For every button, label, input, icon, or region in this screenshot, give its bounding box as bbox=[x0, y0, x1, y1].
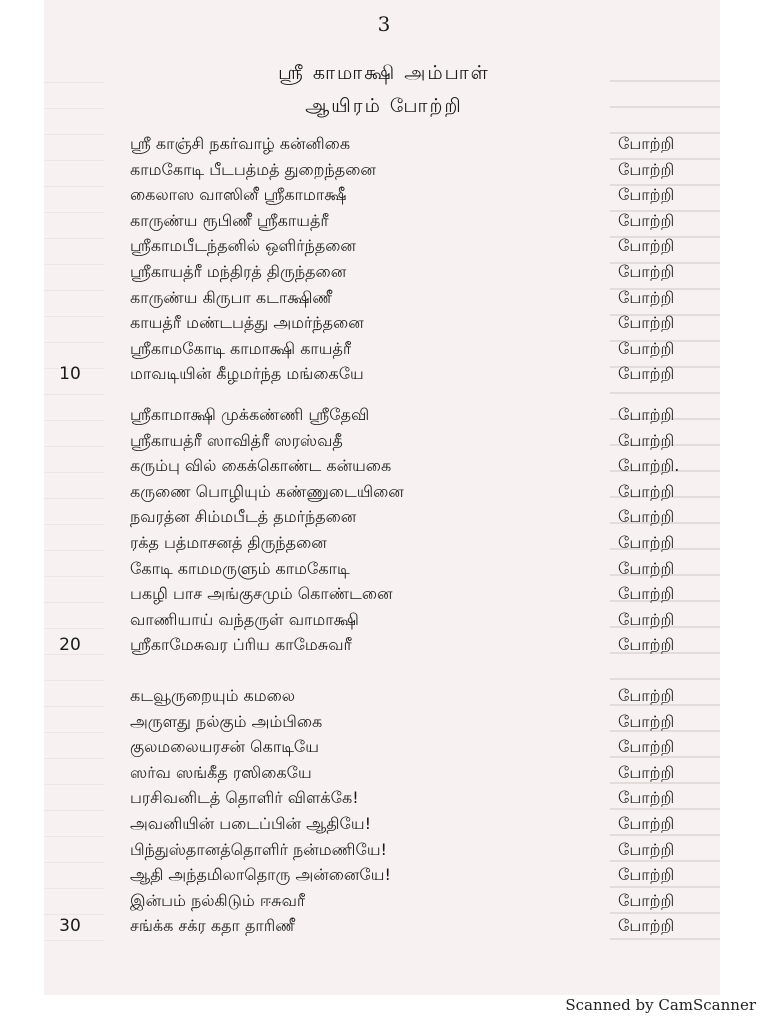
verse-refrain: போற்றி bbox=[618, 236, 675, 256]
line-number: 10 bbox=[59, 364, 81, 385]
verse-refrain: போற்றி bbox=[618, 890, 675, 910]
verse-line bbox=[0, 403, 768, 429]
verse-text: கருணை பொழியும் கண்ணுடையினை bbox=[130, 481, 404, 501]
verse-text: ஸ்ரீகாமபீடந்தனில் ஒளிர்ந்தனை bbox=[130, 236, 356, 256]
verse-text: வாணியாய் வந்தருள் வாமாக்ஷி bbox=[130, 609, 359, 629]
verse-refrain: போற்றி bbox=[618, 916, 675, 936]
verse-line bbox=[0, 786, 768, 812]
verse-line bbox=[0, 234, 768, 260]
verse-refrain: போற்றி bbox=[618, 814, 675, 833]
verse-text: அவனியின் படைப்பின் ஆதியே! bbox=[130, 814, 371, 833]
verse-text: அருளது நல்கும் அம்பிகை bbox=[130, 711, 323, 731]
verse-refrain: போற்றி bbox=[618, 584, 675, 604]
verse-text: காருண்ய ரூபிணீ ஸ்ரீகாயத்ரீ bbox=[130, 210, 329, 230]
verse-line bbox=[0, 158, 768, 184]
verse-text: காமகோடி பீடபத்மத் துறைந்தனை bbox=[130, 159, 376, 179]
verse-line bbox=[0, 505, 768, 531]
verse-refrain: போற்றி bbox=[618, 481, 675, 501]
verse-text: ஆதி அந்தமிலாதொரு அன்னையே! bbox=[130, 865, 391, 885]
verse-text: கடவூருறையும் கமலை bbox=[130, 686, 296, 705]
verse-text: ஸ்ரீகாமகோடி காமாக்ஷி காயத்ரீ bbox=[130, 338, 352, 358]
line-number: 30 bbox=[59, 916, 81, 937]
verse-refrain: போற்றி bbox=[618, 185, 675, 205]
verse-line bbox=[0, 889, 768, 915]
verse-text: ஸ்ரீ காஞ்சி நகர்வாழ் கன்னிகை bbox=[130, 134, 351, 153]
verse-text: ஸ்ரீகாமேசுவர ப்ரிய காமேசுவரீ bbox=[130, 635, 352, 655]
verse-refrain: போற்றி. bbox=[618, 456, 680, 476]
verse-line bbox=[0, 761, 768, 787]
verse-refrain: போற்றி bbox=[618, 686, 675, 705]
verse-text: காருண்ய கிருபா கடாக்ஷிணீ bbox=[130, 287, 332, 307]
verse-refrain: போற்றி bbox=[618, 635, 675, 655]
verse-text: ஸ்ரீகாயத்ரீ ஸாவித்ரீ ஸரஸ்வதீ bbox=[130, 430, 343, 450]
verse-line bbox=[0, 209, 768, 235]
verse-text: நவரத்ன சிம்மபீடத் தமர்ந்தனை bbox=[130, 507, 357, 527]
verse-text: பிந்துஸ்தானத்தொளிர் நன்மணியே! bbox=[130, 839, 387, 859]
verse-line bbox=[0, 582, 768, 608]
verse-refrain: போற்றி bbox=[618, 210, 675, 230]
verse-line bbox=[0, 132, 768, 158]
verse-line bbox=[0, 608, 768, 634]
page-title: ஸ்ரீ காமாக்ஷி அம்பாள் bbox=[278, 62, 490, 84]
verse-line bbox=[0, 633, 768, 659]
verse-line bbox=[0, 286, 768, 312]
verse-refrain: போற்றி bbox=[618, 865, 675, 885]
verse-text: ரக்த பத்மாசனத் திருந்தனை bbox=[130, 533, 327, 552]
verse-refrain: போற்றி bbox=[618, 364, 675, 384]
verse-line bbox=[0, 337, 768, 363]
verse-refrain: போற்றி bbox=[618, 507, 675, 527]
verse-refrain: போற்றி bbox=[618, 134, 675, 153]
verse-text: கைலாஸ வாஸினீ ஸ்ரீகாமாக்ஷீ bbox=[130, 185, 347, 205]
verse-text: குலமலையரசன் கொடியே bbox=[130, 737, 320, 757]
verse-line bbox=[0, 531, 768, 557]
verse-refrain: போற்றி bbox=[618, 762, 675, 782]
verse-line bbox=[0, 480, 768, 506]
verse-line bbox=[0, 429, 768, 455]
verse-refrain: போற்றி bbox=[618, 159, 675, 179]
verse-refrain: போற்றி bbox=[618, 430, 675, 450]
verse-line bbox=[0, 735, 768, 761]
verse-line bbox=[0, 812, 768, 838]
verse-refrain: போற்றி bbox=[618, 788, 675, 808]
verse-text: பகழி பாச அங்குசமும் கொண்டனை bbox=[130, 584, 393, 604]
verse-text: கரும்பு வில் கைக்கொண்ட கன்யகை bbox=[130, 456, 392, 476]
page-number: 3 bbox=[377, 12, 391, 36]
verse-text: ஸர்வ ஸங்கீத ரஸிகையே bbox=[130, 762, 312, 782]
verse-text: கோடி காமமருளும் காமகோடி bbox=[130, 558, 350, 578]
verse-line bbox=[0, 914, 768, 940]
verse-line bbox=[0, 362, 768, 388]
verse-line bbox=[0, 557, 768, 583]
verse-line bbox=[0, 183, 768, 209]
verse-line bbox=[0, 311, 768, 337]
verse-refrain: போற்றி bbox=[618, 313, 675, 333]
verse-refrain: போற்றி bbox=[618, 262, 675, 281]
verse-text: காயத்ரீ மண்டபத்து அமர்ந்தனை bbox=[130, 313, 364, 333]
verse-text: ஸ்ரீகாமாக்ஷி முக்கண்ணி ஸ்ரீதேவி bbox=[130, 405, 370, 424]
verse-text: இன்பம் நல்கிடும் ஈசுவரீ bbox=[130, 890, 306, 910]
verse-refrain: போற்றி bbox=[618, 711, 675, 731]
verse-refrain: போற்றி bbox=[618, 338, 675, 358]
verse-line bbox=[0, 838, 768, 864]
verse-line bbox=[0, 863, 768, 889]
line-number: 20 bbox=[59, 635, 81, 656]
verse-text: சங்க்க சக்ர கதா தாரிணீ bbox=[130, 916, 295, 936]
verse-text: ஸ்ரீகாயத்ரீ மந்திரத் திருந்தனை bbox=[130, 262, 347, 281]
verse-refrain: போற்றி bbox=[618, 558, 675, 578]
verse-refrain: போற்றி bbox=[618, 609, 675, 629]
verse-line bbox=[0, 710, 768, 736]
verse-refrain: போற்றி bbox=[618, 533, 675, 552]
verse-refrain: போற்றி bbox=[618, 405, 675, 424]
page-subtitle: ஆயிரம் போற்றி bbox=[305, 95, 463, 117]
verse-refrain: போற்றி bbox=[618, 839, 675, 859]
verse-refrain: போற்றி bbox=[618, 737, 675, 757]
scanner-watermark: Scanned by CamScanner bbox=[565, 996, 756, 1014]
verse-line bbox=[0, 454, 768, 480]
verse-line bbox=[0, 260, 768, 286]
verse-text: பரசிவனிடத் தொளிர் விளக்கே! bbox=[130, 788, 359, 808]
verse-text: மாவடியின் கீழமர்ந்த மங்கையே bbox=[130, 364, 364, 384]
verse-line bbox=[0, 684, 768, 710]
verse-refrain: போற்றி bbox=[618, 287, 675, 307]
